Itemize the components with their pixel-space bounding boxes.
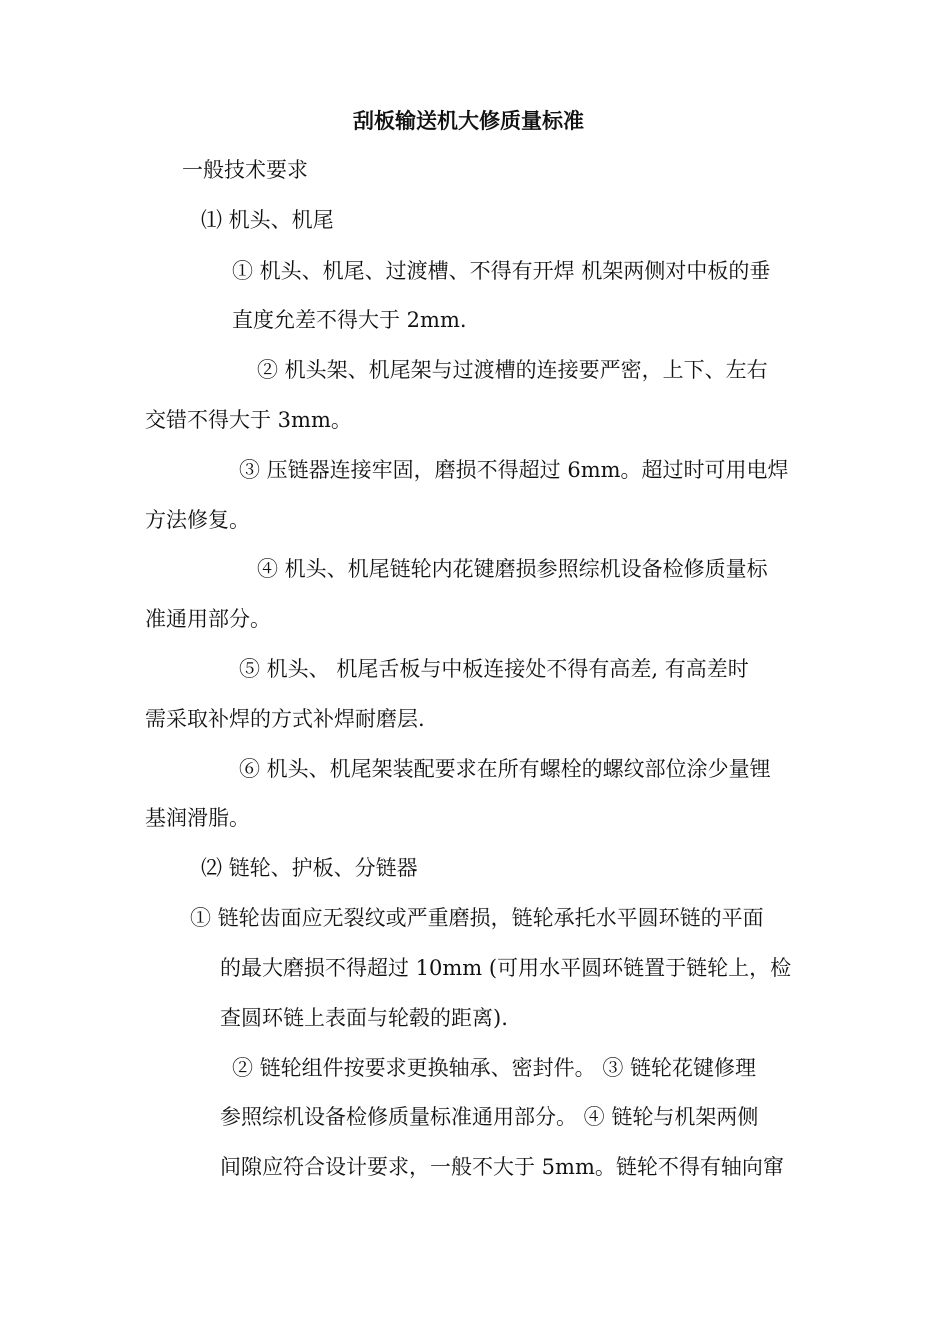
- paragraph-line: ② 链轮组件按要求更换轴承、密封件。 ③ 链轮花键修理: [232, 1056, 757, 1080]
- document-title: 刮板输送机大修质量标准: [353, 109, 584, 133]
- paragraph-line: ④ 机头、机尾链轮内花键磨损参照综机设备检修质量标: [257, 557, 768, 581]
- paragraph-line: ① 链轮齿面应无裂纹或严重磨损，链轮承托水平圆环链的平面: [190, 906, 764, 930]
- paragraph-line: 基润滑脂。: [145, 806, 250, 830]
- subsection-heading: ⑴ 机头、机尾: [201, 208, 334, 232]
- paragraph-line: 查圆环链上表面与轮毂的距离).: [220, 1006, 508, 1030]
- subsection-heading: ⑵ 链轮、护板、分链器: [201, 856, 418, 880]
- paragraph-line: ② 机头架、机尾架与过渡槽的连接要严密，上下、左右: [257, 358, 768, 382]
- paragraph-line: ③ 压链器连接牢固，磨损不得超过 6mm。超过时可用电焊: [239, 458, 789, 482]
- paragraph-line: ⑤ 机头、 机尾舌板与中板连接处不得有高差, 有高差时: [239, 657, 749, 681]
- paragraph-line: 准通用部分。: [145, 607, 271, 631]
- paragraph-line: ① 机头、机尾、过渡槽、不得有开焊 机架两侧对中板的垂: [232, 259, 771, 283]
- paragraph-line: 的最大磨损不得超过 10mm (可用水平圆环链置于链轮上，检: [220, 956, 792, 980]
- paragraph-line: 间隙应符合设计要求，一般不大于 5mm。链轮不得有轴向窜: [220, 1155, 784, 1179]
- paragraph-line: 需采取补焊的方式补焊耐磨层.: [145, 707, 425, 731]
- paragraph-line: 方法修复。: [145, 508, 250, 532]
- paragraph-line: ⑥ 机头、机尾架装配要求在所有螺栓的螺纹部位涂少量锂: [239, 757, 771, 781]
- paragraph-line: 参照综机设备检修质量标准通用部分。 ④ 链轮与机架两侧: [220, 1105, 759, 1129]
- paragraph-line: 交错不得大于 3mm。: [145, 408, 352, 432]
- paragraph-line: 直度允差不得大于 2mm.: [232, 308, 467, 332]
- section-heading: 一般技术要求: [182, 158, 308, 182]
